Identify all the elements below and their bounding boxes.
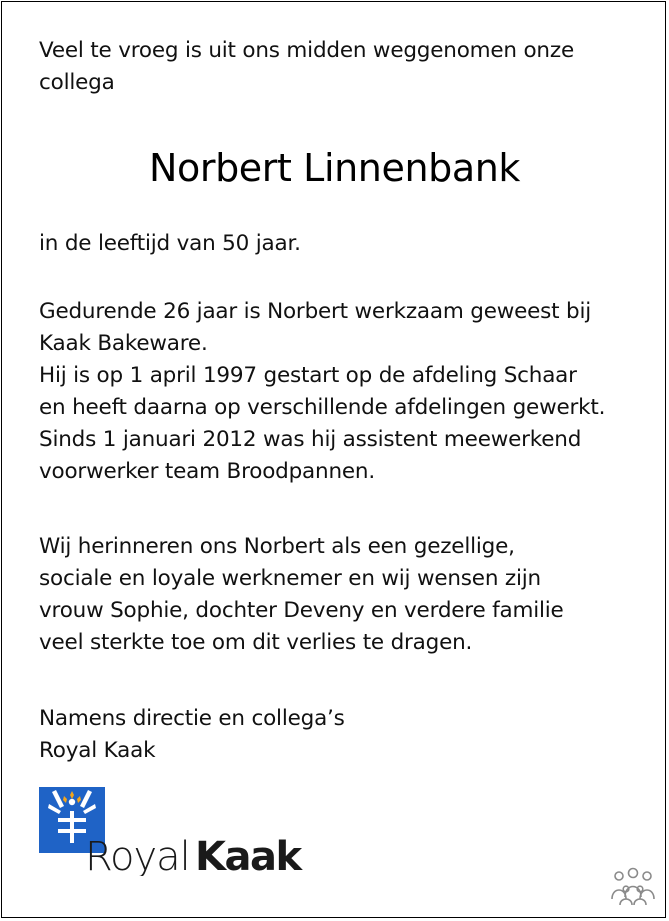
paragraph-line: vrouw Sophie, dochter Deveny en verdere familie (39, 598, 564, 623)
paragraph-line: Gedurende 26 jaar is Norbert werkzaam geweest bij (39, 299, 592, 324)
paragraph-line: Kaak Bakeware. (39, 331, 208, 356)
career-paragraph (39, 296, 605, 488)
signature-line: Namens directie en collega’s (39, 706, 345, 731)
paragraph-line: voorwerker team Broodpannen. (39, 459, 375, 484)
persons-icon (609, 867, 657, 912)
intro-line: Veel te vroeg is uit ons midden weggenomen onze (39, 38, 574, 63)
logo-word-royal: Royal (85, 834, 190, 876)
royal-kaak-logo-graphic (39, 786, 304, 876)
remembrance-paragraph (39, 531, 564, 659)
intro-line: collega (39, 70, 115, 95)
signature-line: Royal Kaak (39, 738, 156, 763)
logo-word-kaak: Kaak (195, 834, 301, 876)
paragraph-line: en heeft daarna op verschillende afdelingen gewerkt. (39, 395, 606, 420)
royal-kaak-logo (39, 786, 304, 881)
signature (39, 703, 345, 767)
paragraph-line: Sinds 1 januari 2012 was hij assistent meewerkend (39, 427, 582, 452)
paragraph-line: sociale en loyale werknemer en wij wensen zijn (39, 566, 541, 591)
deceased-name: Norbert Linnenbank (148, 146, 521, 190)
age-line: in de leeftijd van 50 jaar. (39, 231, 301, 256)
paragraph-line: Hij is op 1 april 1997 gestart op de afdeling Schaar (39, 363, 577, 388)
intro-text (39, 35, 574, 99)
paragraph-line: Wij herinneren ons Norbert als een gezellige, (39, 534, 515, 559)
paragraph-line: veel sterkte toe om dit verlies te dragen. (39, 630, 473, 655)
